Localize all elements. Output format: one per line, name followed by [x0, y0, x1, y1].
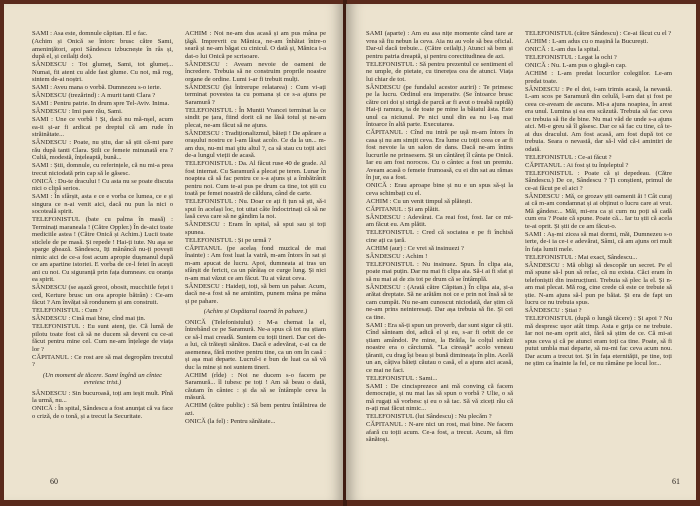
- text-paragraph: SÂNDESCU : Adevărat. Ca reai fost, fost. Iar ce mi-am făcut eu. Am plătit.: [366, 213, 513, 228]
- text-paragraph: TELEFONISTUL : Să pentru prezentul ce sentiment el ne umple, de pietate, cu tinerețea cea de atunci. Viața lui chiar de tot.: [366, 60, 513, 83]
- text-paragraph: SAMI : În sfârșit, asta e ce e vorba ce lumea, ce e și singura ce n-ai venit aici, dacă nu pun la nici o socoteală spirit.: [32, 193, 173, 215]
- text-paragraph: TELEFONISTUL : Da. Al făcut ruse 40 de grade. Al fost internat. Cu Saramură a plecat pe teren. Lunar în noaptea că să fac pentru ce s-a ajuns și a îmbătrânit pentru noi. Cum te-ai pus pe drum ca tine, tot știi cu toată pe femei noastră de căldura, când de carte.: [185, 160, 326, 197]
- text-paragraph: CĂPITANUL : Ai fost și tu înțeleptul ?: [525, 161, 629, 169]
- text-paragraph: TELEFONISTUL : Nu insinuez. Spun. În clipa aia, poate mai puțin. Dar nu mai fi clipa aia. Să-i ai fi sfat și să nu mai ai de zis tot pe drum că se întâmplă.: [366, 260, 513, 283]
- text-paragraph: ONICĂ : L-am dus la spital.: [525, 46, 601, 53]
- left-column-1: [32, 30, 173, 460]
- text-paragraph: SÂNDESCU : Tot glumeț, Sami, tot glumeț... Numai, fii atent cu alde fast glume. Cu noi, mă rog, sintem de-ai noștri.: [32, 61, 173, 83]
- text-paragraph: SÂNDESCU (pe fundalul acestor auriri) : Te primesc pe la lucru. Ordinul era imperativ. (Se întoarce brusc către cei doi și strigă de parcă ar fi avut o treabă rapidă) Hai-ți ramura, ia de toate pe mine la băiatul ăsta. Este unul ca niciunul. Pe nici unul din ea nu l-aș mai întoarce în altă parte. Executarea.: [366, 83, 513, 128]
- text-paragraph: CĂPITANUL : Cînd nu intră pe ușă m-am întors în casa și nu am simțit ceva. Era lume cu toții ceea ce ar fi fost nevoie la un salon de dans. Dacă ne-am întins lucrurile ne prinsesem. Și un cântăreț îl cânta pe Onică. Iar eu am fost norocos. Cu o cântec a fost un premiu. Aveam acasă o femeie frumoasă, cu ei din sat au rămas în jur, ea a fost.: [366, 129, 513, 181]
- text-paragraph: SÂNDESCU : Sin bucuroasă, toți am ieșit mult. Pînă la urmă, nu...: [32, 389, 173, 404]
- text-paragraph: ACHIM (către public) : Să bem pentru întâlnirea de azi.: [185, 402, 326, 417]
- text-paragraph: SÂNDESCU : Haideți, toți, să bem un pahar. Acum, dacă ne-a fost să ne amintim, punem mâna pe mâna și pe pahare.: [185, 282, 326, 305]
- left-column-2: [185, 30, 326, 460]
- text-paragraph: SÂNDESCU (își întrerupe relatarea) : Cum vi-ați terminat povestea ta cu pomana și ce s-a ajuns pe Saramură ?: [185, 83, 326, 106]
- text-paragraph: CĂPITANUL (pe acelaș fond muzical de mai înainte) : Am fost luat la vatră, m-am întors în sat și m-am apucat de lucru. Apoi, dumneata ai tras un sfârșit de fericit, ca un pârâiaș ce curge lung. Și nici n-am mai văzut ce am făcut. Tu ai văzut ceva.: [185, 244, 326, 282]
- text-paragraph: SÂNDESCU : Pe el doi, i-am trimis acasă, la nevastă. L-am scos pe Saramură din celulă, l-am dat și fost pe ceea ce-aveam de ascuns. Mi-a ajuns noaptea, în arest era unul. Lumina și ea era scăzută. Trebuia să fac ceva ce trebuia să fie de bine. Nu mai văd de unde s-a ajuns aici. Mi-e greu să îl găsesc. Dar ce să fac cu tine, că te-ai dus dracului. Am fost acasă, am fost după tot ce trebuia. Seara o nevastă, dar să-l văd că-i amintiri de odată.: [525, 85, 672, 153]
- text-paragraph: ACHIM : L-am adus cu o mașină la București.: [525, 38, 649, 45]
- text-paragraph: SÂNDESCU : Eram în spital, să spui sau și toți spunea.: [185, 221, 326, 236]
- text-paragraph: ACHIM : L-am predat locurilor colegiilor. Le-am predat toate.: [525, 70, 672, 85]
- text-paragraph: SÂNDESCU : Imi pare rău, Sami.: [32, 108, 123, 115]
- left-page: [4, 4, 344, 500]
- text-paragraph: ACHIM (rîde) : Noi ne ducem s-o facem pe Saramură... îl iubesc pe toți ! Am să beau o dată, căutam în cântec : și da să se întâmple ceva la măsură.: [185, 371, 326, 401]
- text-paragraph: SÂNDESCU : (Arată către Căpitan.) În clipa aia, și-a arătat dreptate. Să ne arătăm noi ce e prin noi însă să te cam cumpăt. Nu ne-am cunoscut niciodată, dar știm că ne-am prins neinteresați. Dar așa trebuia să fie. Și cei ca tine.: [366, 283, 513, 321]
- text-paragraph: CĂPITANUL : Ce rost are să mai degropăm trecutul ?: [32, 353, 173, 368]
- text-paragraph: SÂNDESCU (se așază greoi, obosit, mucchiile feței i ced, Kerture brusc un ora apropie bătrân) : Ce-am făcut ? Am învățat să rondunem și am construit.: [32, 284, 173, 306]
- text-paragraph: SÂNDESCU : Aveam nevoie de oameni de încredere. Trebuia să ne construim proprile noastre organe de ordine. Lumi i-ar fi trebuit mulți.: [185, 60, 326, 83]
- text-paragraph: TELEFONISTUL : Și pe urmă ?: [185, 236, 272, 244]
- left-page-columns: [32, 30, 326, 460]
- text-paragraph: TELEFONISTUL : Legat la ochi ?: [525, 54, 617, 61]
- text-paragraph: SÂNDESCU : Poate, nu știu, dar să știi că-mi pare rău după tanti Clara. Știli ce femeie minunată era ? Cultă, modestă, înțeleaptă, bună...: [32, 139, 173, 161]
- right-page-columns: [366, 30, 672, 460]
- right-column-2: [525, 30, 672, 460]
- right-column-1: [366, 30, 513, 460]
- text-paragraph: ONICĂ : Nu. L-am pus o glugă-n cap.: [525, 62, 627, 69]
- text-paragraph: SAMI : Asa este, domnule căpitan. El e fac.: [32, 30, 148, 37]
- text-paragraph: TELEFONISTUL (lui Sândescu) : Nu plecăm ?: [366, 413, 492, 420]
- text-paragraph: (Un moment de tăcere. Sami îngînă un cîntec evreiesc trist.): [42, 371, 163, 386]
- text-paragraph: TELEFONISTUL : În Muntii Vrancei terminat la ce sindit pe țara, fiind dorit că ne lăsă totul și ne-am plecat, ne-am făcut să ne ajuns.: [185, 106, 326, 129]
- text-paragraph: TELEFONISTUL : Ce-ai făcut ?: [525, 153, 612, 161]
- text-paragraph: SAMI (aparte) : Am eu asa nițe momente când tare ar vrea să fiu nebun la ceva. Aia nu au vole să bea oficial. Dar-ul dacă trebuie... (Către ceilalți.) Atunci să bem și pentru patria dreaptă, și pentru corectitudinea de azi.: [366, 30, 513, 60]
- text-paragraph: SÂNDESCU : Mă obligi să descopăr un secret. Pe el mă spune să-l pun să refac, că nu exista. Căci eram în telefoniștii din instrucțiuni. Trebuia să plec la el. Și n-am mai plecat. Mă rog, cine crede că este ce trebuie să știe. N-am ajuns să-l pun pe băiat. Și era de fapt un lucru ce nu trebuia spus.: [525, 261, 672, 306]
- text-paragraph: SÂNDESCU : Tradiționalizmul, băieți ! De apărare a orașului nostru ce l-am lăsat acolo. Ce da la un... m-am dus, nu-mi mai ştiu altul ?, ca să stau cu toții aici de-a lungul vieții de acasă.: [185, 129, 326, 159]
- text-paragraph: TELEFONISTUL : Mai exact, Sândescu...: [525, 253, 638, 261]
- text-paragraph: ONICĂ (Telefonistului) : M-a chemat la el, întrebând ce pe Saramură. Ne-a spus că tot nu știam ce să-l mai creadă. Suntem cu toții tineri. Dar cei de-a lui, că trăiești sănătos. Dacă e adevărat, c-ai ca de asemenea, fără motive pentru tine, ca un om în casă : și așa mai departe. Lucrul-i e bun de luat ca să vă duc la mine și noi suntem tineri.: [185, 318, 326, 371]
- text-paragraph: ONICĂ (la fel) : Pentru sănătate...: [185, 417, 276, 425]
- text-paragraph: CĂPITANUL : N-are nici un rost, mai bine. Ne facem afară cu toții acum. Ce-a fost, a trecut. Acum, să fim sănătoși.: [366, 421, 513, 443]
- text-paragraph: CĂPITANUL : Și am plătit.: [366, 205, 440, 213]
- text-paragraph: (Achim și Ospătarul toarnă în pahare.): [203, 308, 308, 315]
- text-paragraph: TELEFONISTUL : Cum ?: [32, 307, 103, 314]
- text-paragraph: ONICĂ : Du-te dracului ! Cu asta nu se poate discuta nici o clipă serios.: [32, 177, 173, 192]
- text-paragraph: SAMI : Aș-mi zicea să mai dormi, măi, Dumnezeu s-o ierte, de-i ia ce-i e adevărat, Sâmi, că am ajuns ori mult în fața lumii mele.: [525, 230, 672, 253]
- text-paragraph: TELEFONISTUL : Poate că și depedeau. (Către Sândescu.) De ce, Sândescu ? Ți conștient, primul de ce-ai făcut pe el aici ?: [525, 169, 672, 192]
- text-paragraph: SÂNDESCU : Achim !: [366, 252, 428, 260]
- text-paragraph: SAMI : Une ce vorbă ! Și, dacă nu mă-nșel, acum ea-ii și-ar fi ardicat pe dreptul că am rude în străinătate...: [32, 116, 173, 138]
- text-paragraph: SAMI : Pentru patrie. In drum spre Tel-Aviv. Inima.: [32, 100, 170, 107]
- text-paragraph: ACHIM (aur) : Ce vrei să insinuezi ?: [366, 244, 464, 252]
- text-paragraph: TELEFONISTUL : Eu sunt atenț, ție. Că lumă de pilotu toate fost că să ne ducem să deveni cu ce-ai făcut pentru mine cel. Cum ne-am înțelege de viața lor ?: [32, 323, 173, 353]
- text-paragraph: TELEFONISTUL (către Sândescu) : Ce-ai făcut cu el ?: [525, 30, 672, 37]
- text-paragraph: TELEFONISTUL (bate cu palma în masă) : Terminați maraneala ! (Către Oppler.) În de-aici toate mediciile astea ! (Către Onică și Achim.) Lucii toate sticlele de pe masă. Și repede ! Hai-ți iute. Nu aşa se sparge ghează. Sândescu, Iți mănâncă nu-ți povești nimic aici de ce-a fost acum apropie dușmanul după ce am apartine istoriei. E vorba de ce-l fetei în acești ani cu noi. Cu siguranță prin fața dumneav. cu oranța ea spirit.: [32, 216, 173, 283]
- text-paragraph: TELEFONISTUL : Nu. Doar ce ați fi țun să ști, să-i spui în același loc, tot uitat câte îndoctrinați că să ne lasă ceva care să ne gândim la noi.: [185, 198, 326, 220]
- text-paragraph: ONICĂ : Erau aproape bine și nu e un spus să-și la ceva schimbați cu el.: [366, 182, 513, 197]
- text-paragraph: (Achim și Onică se întorc brusc către Sami, amenințători, apoi Sândescu izbucnește în râs și, după el, și ceilalți doi).: [32, 38, 173, 60]
- text-paragraph: SÂNDESCU (trezărind) : A murit tanti Clara ?: [32, 92, 156, 99]
- text-paragraph: ONICĂ : În spital, Sândescu a fost anunțat că va face o criză, de o tonă, și a trecut la Securitate.: [32, 405, 173, 420]
- text-paragraph: SÂNDESCU : Mă, ce grozav știi oamenii ăi ! Cât curaj ai că m-am condamnat și ai obținut o lucru care ai vrut. Mă gândesc... Măi, mi-era ca și cum nu poți să cadă cum era ? Poate că spune. Poate că... Iar tu știi că acela te-ai oprit. Și știi de ce am făcut-o.: [525, 192, 672, 230]
- right-page: [346, 4, 696, 500]
- page-number-left: 60: [50, 477, 58, 486]
- text-paragraph: SÂNDESCU : Cină mai bine, cînd mai țin.: [32, 315, 146, 322]
- text-paragraph: ACHIM : Cu un venit timpul să plătești.: [366, 197, 473, 205]
- text-paragraph: SAMI : Aveu mana o vorbă. Dumnezeu s-o ierte.: [32, 84, 162, 91]
- text-paragraph: ACHIM : Noi ne-am dus acasă și am pus mâna pe țăgă. Imprevrit cu Mănica, ne-am înhătat între-o seară și ne-am băgat cu cinicul. O dată și, Mănica i-a dat-o lui Onică pe scrisoare.: [185, 30, 326, 60]
- text-paragraph: TELEFONISTUL : Sami...: [366, 374, 438, 382]
- text-paragraph: TELEFONISTUL (după o lungă tăcere) : Și apoi ? Nu mă despresc ușor atât timp. Asta e grija ce ne trebuie. Iar noi ne-am oprit aici, fără să știm de ce. Că mi-ai spus ceva și că pe atunci eram toți ca tine. Poate, să fi putut umbla mai departe, să nu-mi fac ceva acum nou. Dar acum a trecut tot. Și în fața eternității, pe tine, toți ne știm ca înainte la fel, ce nu rămâne pe locul lor...: [525, 315, 672, 367]
- page-number-right: 61: [672, 477, 680, 486]
- text-paragraph: SAMI : Era să-ți spun un proverb, dar sunt sigur că știi. Cînd sânteam doi, adică el și eu, s-ar fi orbit de ce știam amândoi. Pe mine, la Brăila, la colțul străzii noastre era o cârciumă. ”La cireașă” acolo veneau țăranii, cu drag își beau și bună dimineața în plin. Acelă un an, câțiva băieți căutau o casă, el a ajuns aici acasă, ce mai ne faci.: [366, 321, 513, 374]
- text-paragraph: SAMI : De cincisprezece ani mă conving că facem democrație, și nu mai las să spun o vorbă ? Ulie, o să mă rugați să vorbesc și eu o să tac. Să vă ziceți rău că n-ați mai făcut nimic...: [366, 382, 513, 412]
- text-paragraph: TELEFONISTUL : Cred că sociatea e pe fi închisă cine ați ca țară.: [366, 229, 513, 244]
- text-paragraph: SAMI : Știi, domnule, cu referințele, că nu mi-a prea trecut niciodată prin cap să le găsesc.: [32, 162, 173, 177]
- text-paragraph: SÂNDESCU : Știai ?: [525, 307, 582, 314]
